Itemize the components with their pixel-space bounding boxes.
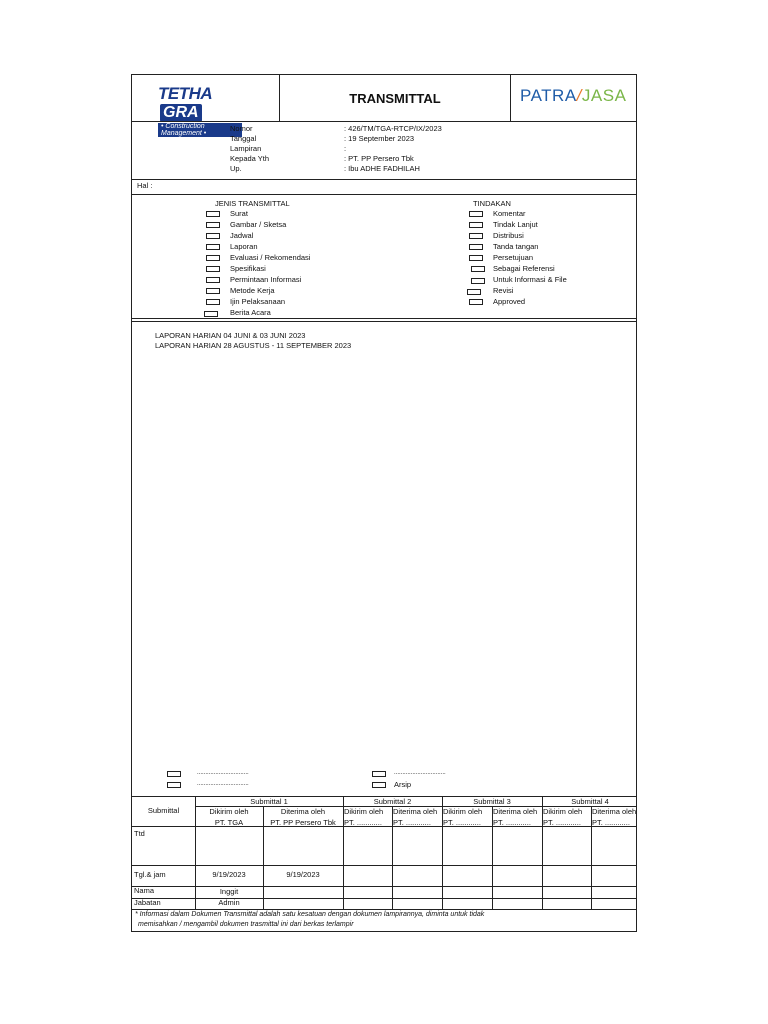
- checkbox-spesifikasi[interactable]: [206, 266, 220, 272]
- sub-header: Dikirim oleh: [543, 807, 583, 816]
- transmittal-document: [131, 74, 637, 932]
- company-cell: PT. ............: [543, 818, 581, 827]
- jenis-item-gambar: Gambar / Sketsa: [230, 220, 287, 229]
- checkbox-extra-2[interactable]: [167, 782, 181, 788]
- info-label-up: Up.: [230, 164, 242, 173]
- extra-dots-1: ...............................: [197, 770, 249, 776]
- submittal-label: Submittal: [147, 806, 180, 815]
- info-label-kepada: Kepada Yth: [230, 154, 270, 163]
- tindakan-item-approved: Approved: [493, 297, 526, 306]
- footnote-line-2: memisahkan / mengambil dokumen trasmittal ini dari berkas terlampir: [138, 921, 354, 928]
- checkbox-berita[interactable]: [204, 311, 218, 317]
- content-line: LAPORAN HARIAN 04 JUNI & 03 JUNI 2023: [155, 331, 306, 340]
- jenis-item-spesifikasi: Spesifikasi: [230, 264, 266, 273]
- checkbox-gambar[interactable]: [206, 222, 220, 228]
- tindakan-item-tindak-lanjut: Tindak Lanjut: [493, 220, 538, 229]
- divider: [132, 865, 636, 866]
- company-cell: PT. ............: [443, 818, 481, 827]
- checkbox-evaluasi[interactable]: [206, 255, 220, 261]
- submittal-group-2: Submittal 2: [373, 797, 412, 806]
- sub-header: Diterima oleh: [493, 807, 538, 816]
- submittal-group-4: Submittal 4: [571, 797, 609, 806]
- info-value-nomor: : 426/TM/TGA-RTCP/IX/2023: [344, 124, 442, 133]
- company-cell: PT. ............: [393, 818, 431, 827]
- info-value-tanggal: : 19 September 2023: [344, 134, 415, 143]
- info-label-tanggal: Tanggal: [230, 134, 257, 143]
- logo-subtitle: • Construction Management •: [158, 123, 242, 137]
- content-lines: [155, 331, 351, 351]
- logo-highlight: GRA: [160, 104, 202, 122]
- info-value-kepada: : PT. PP Persero Tbk: [344, 154, 414, 163]
- checkbox-approved[interactable]: [469, 299, 483, 305]
- checkbox-referensi[interactable]: [471, 266, 485, 272]
- submittal-group-1: Submittal 1: [250, 797, 288, 806]
- arsip-label: Arsip: [394, 780, 412, 789]
- logo-part-jasa: JASA: [581, 86, 627, 105]
- jenis-item-evaluasi: Evaluasi / Rekomendasi: [230, 253, 311, 262]
- tindakan-item-persetujuan: Persetujuan: [493, 253, 534, 262]
- tgl-value: 9/19/2023: [212, 870, 246, 879]
- tindakan-item-distribusi: Distribusi: [493, 231, 524, 240]
- checkbox-ijin[interactable]: [206, 299, 220, 305]
- extra-dots-3: ...............................: [394, 770, 446, 776]
- divider: [132, 121, 636, 122]
- jenis-item-berita: Berita Acara: [230, 308, 271, 317]
- footnote-line-1: * Informasi dalam Dokumen Transmittal adalah satu kesatuan dengan dokumen lampirannya, diminta untuk tidak: [135, 911, 485, 918]
- jenis-item-ijin: Ijin Pelaksanaan: [230, 297, 286, 306]
- checkbox-laporan[interactable]: [206, 244, 220, 250]
- jenis-heading: JENIS TRANSMITTAL: [215, 199, 290, 208]
- sub-header: Dikirim oleh: [344, 807, 384, 816]
- checkbox-surat[interactable]: [206, 211, 220, 217]
- info-value-lampiran: :: [344, 144, 347, 153]
- info-label-nomor: Nomor: [230, 124, 253, 133]
- tgl-value: 9/19/2023: [286, 870, 320, 879]
- info-values: [344, 124, 442, 174]
- company-cell: PT. ............: [592, 818, 630, 827]
- checkbox-informasi-file[interactable]: [471, 278, 485, 284]
- info-labels: [230, 124, 269, 174]
- nama-value: Inggit: [219, 887, 239, 896]
- jabatan-label: Jabatan: [134, 898, 161, 907]
- tindakan-item-referensi: Sebagai Referensi: [493, 264, 555, 273]
- info-label-lampiran: Lampiran: [230, 144, 262, 153]
- logo-word: TETHA: [158, 84, 213, 103]
- tindakan-item-tanda-tangan: Tanda tangan: [493, 242, 539, 251]
- tgl-label: Tgl.& jam: [134, 870, 166, 879]
- hal-label: Hal :: [137, 181, 153, 190]
- checkbox-extra-3[interactable]: [372, 771, 386, 777]
- jenis-item-surat: Surat: [230, 209, 248, 218]
- checkbox-persetujuan[interactable]: [469, 255, 483, 261]
- divider: [132, 318, 636, 319]
- info-value-up: : Ibu ADHE FADHILAH: [344, 164, 420, 173]
- checkbox-tanda-tangan[interactable]: [469, 244, 483, 250]
- document-title: TRANSMITTAL: [349, 90, 441, 106]
- sub-header: Diterima oleh: [393, 807, 438, 816]
- jenis-item-laporan: Laporan: [230, 242, 258, 251]
- checkbox-arsip[interactable]: [372, 782, 386, 788]
- tindakan-item-revisi: Revisi: [493, 286, 514, 295]
- checkbox-revisi[interactable]: [467, 289, 481, 295]
- content-line: LAPORAN HARIAN 28 AGUSTUS - 11 SEPTEMBER 2023: [155, 341, 352, 350]
- sub-header: Dikirim oleh: [443, 807, 483, 816]
- patra-jasa-logo: [520, 86, 626, 106]
- checkbox-extra-1[interactable]: [167, 771, 181, 777]
- divider: [132, 194, 636, 195]
- extra-dots-2: ...............................: [197, 781, 249, 787]
- tindakan-heading: TINDAKAN: [473, 199, 511, 208]
- checkbox-permintaan[interactable]: [206, 277, 220, 283]
- jabatan-value: Admin: [218, 898, 240, 907]
- nama-label: Nama: [134, 886, 155, 895]
- header-divider-right: [510, 75, 511, 121]
- tindakan-item-informasi-file: Untuk Informasi & File: [493, 275, 567, 284]
- company-cell: PT. ............: [493, 818, 531, 827]
- checkbox-komentar[interactable]: [469, 211, 483, 217]
- sub-header: Diterima oleh: [280, 807, 326, 816]
- jenis-item-permintaan: Permintaan Informasi: [230, 275, 302, 284]
- ttd-label: Ttd: [134, 829, 145, 838]
- jenis-item-jadwal: Jadwal: [230, 231, 254, 240]
- company-cell: PT. ............: [344, 818, 382, 827]
- checkbox-metode[interactable]: [206, 288, 220, 294]
- jenis-item-metode: Metode Kerja: [230, 286, 275, 295]
- divider: [132, 179, 636, 180]
- logo-slash: /: [576, 86, 582, 105]
- checkbox-distribusi[interactable]: [469, 233, 483, 239]
- sub-header: Diterima oleh: [592, 807, 637, 816]
- tindakan-item-komentar: Komentar: [493, 209, 526, 218]
- checkbox-jadwal[interactable]: [206, 233, 220, 239]
- company-cell: PT. PP Persero Tbk: [270, 818, 336, 827]
- sub-header: Dikirim oleh: [209, 807, 249, 816]
- logo-part-patra: PATRA: [520, 86, 577, 105]
- company-cell: PT. TGA: [214, 818, 244, 827]
- submittal-group-3: Submittal 3: [473, 797, 511, 806]
- divider: [132, 321, 636, 322]
- checkbox-tindak-lanjut[interactable]: [469, 222, 483, 228]
